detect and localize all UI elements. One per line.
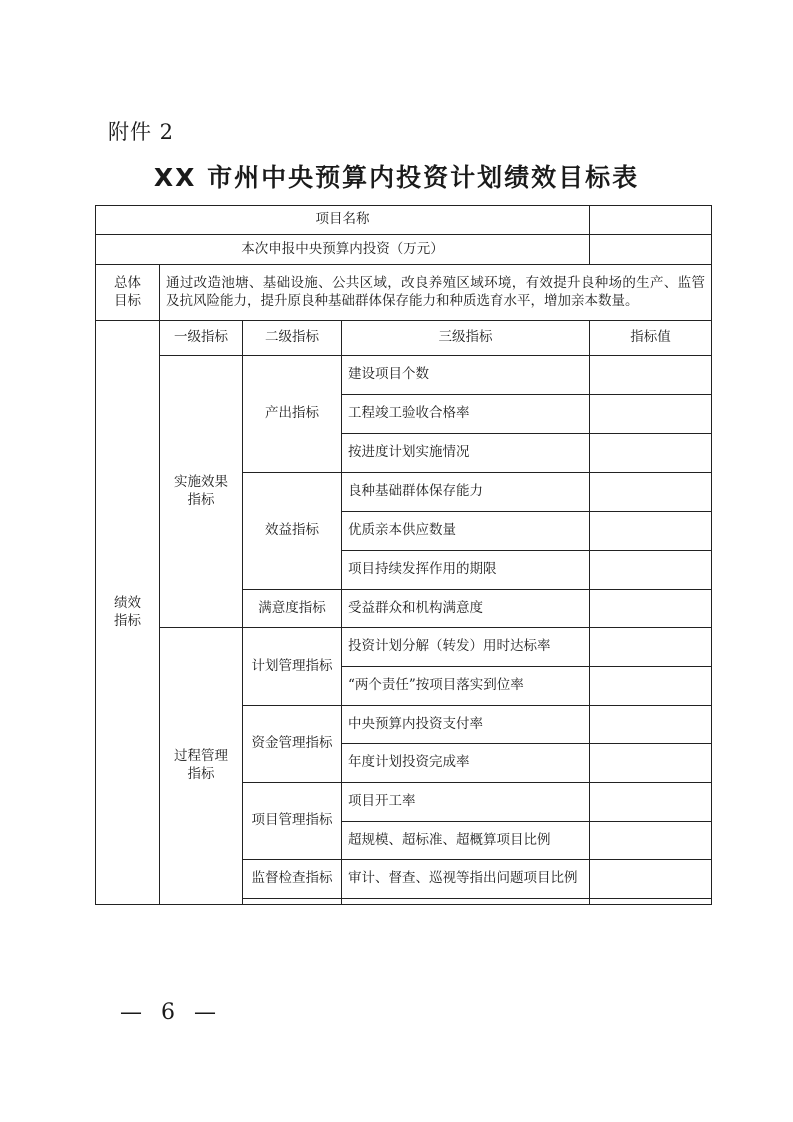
table-row (96, 235, 712, 265)
indicator-value-cell[interactable] (590, 783, 712, 822)
project-name-value[interactable] (590, 206, 712, 235)
satisfaction-indicator-label: 满意度指标 (243, 590, 342, 628)
attachment-label: 附件 2 (108, 120, 175, 144)
effect-indicator-label (160, 356, 243, 628)
project-mgmt-indicator-label: 项目管理指标 (243, 783, 342, 860)
indicator-benefit-1: 良种基础群体保存能力 (342, 473, 590, 512)
indicator-value-cell[interactable] (590, 590, 712, 628)
header-level2: 二级指标 (243, 321, 342, 356)
table-row (96, 628, 712, 667)
indicator-value-cell[interactable] (590, 356, 712, 395)
indicator-output-3: 按进度计划实施情况 (342, 434, 590, 473)
performance-target-table (95, 205, 712, 905)
investment-label: 本次申报中央预算内投资（万元） (96, 235, 590, 265)
plan-indicator-label: 计划管理指标 (243, 628, 342, 706)
process-indicator-label (160, 628, 243, 905)
indicator-value-cell[interactable] (590, 706, 712, 744)
overall-goal-label-line2: 目标 (114, 292, 141, 309)
header-level3: 三级指标 (342, 321, 590, 356)
indicator-value-cell[interactable] (590, 667, 712, 706)
investment-value[interactable] (590, 235, 712, 265)
indicator-satisfaction-1: 受益群众和机构满意度 (342, 590, 590, 628)
fund-indicator-label: 资金管理指标 (243, 706, 342, 783)
indicator-fund-2: 年度计划投资完成率 (342, 744, 590, 783)
perf-indicator-label-line2: 指标 (114, 612, 141, 629)
indicator-fund-1: 中央预算内投资支付率 (342, 706, 590, 744)
process-indicator-label-line2: 指标 (187, 766, 215, 782)
table-row (96, 265, 712, 321)
page-number: — 6 — (120, 1000, 222, 1025)
indicator-value-cell[interactable] (590, 860, 712, 899)
indicator-value-cell[interactable] (590, 822, 712, 860)
benefit-indicator-label: 效益指标 (243, 473, 342, 590)
indicator-value-cell[interactable] (590, 744, 712, 783)
indicator-value-cell[interactable] (590, 551, 712, 590)
audit-indicator-label: 监督检查指标 (243, 860, 342, 899)
indicator-audit-1: 审计、督查、巡视等指出问题项目比例 (342, 860, 590, 899)
overall-goal-label (96, 265, 160, 321)
table-header-row (96, 321, 712, 356)
indicator-project-mgmt-1: 项目开工率 (342, 783, 590, 822)
indicator-plan-2: “两个责任”按项目落实到位率 (342, 667, 590, 706)
header-level1: 一级指标 (160, 321, 243, 356)
overall-goal-text: 通过改造池塘、基础设施、公共区域，改良养殖区域环境，有效提升良种场的生产、监管及抗风险能力，提升原良种基础群体保存能力和种质选育水平，增加亲本数量。 (160, 265, 712, 321)
page-title: XX 市州中央预算内投资计划绩效目标表 (153, 163, 640, 192)
indicator-project-mgmt-2: 超规模、超标准、超概算项目比例 (342, 822, 590, 860)
indicator-value-cell[interactable] (590, 628, 712, 667)
indicator-plan-1: 投资计划分解（转发）用时达标率 (342, 628, 590, 667)
project-name-label: 项目名称 (96, 206, 590, 235)
effect-indicator-label-line1: 实施效果 (174, 473, 228, 490)
overall-goal-label-line1: 总体 (114, 274, 141, 291)
indicator-value-cell[interactable] (590, 473, 712, 512)
perf-indicator-label (96, 321, 160, 905)
indicator-benefit-2: 优质亲本供应数量 (342, 512, 590, 551)
indicator-value-cell[interactable] (590, 395, 712, 434)
indicator-benefit-3: 项目持续发挥作用的期限 (342, 551, 590, 590)
indicator-output-2: 工程竣工验收合格率 (342, 395, 590, 434)
indicator-output-1: 建设项目个数 (342, 356, 590, 395)
table-row (96, 206, 712, 235)
indicator-value-cell[interactable] (590, 434, 712, 473)
effect-indicator-label-line2: 指标 (187, 491, 215, 508)
process-indicator-label-line1: 过程管理 (174, 748, 228, 765)
table-row (96, 356, 712, 395)
header-value: 指标值 (590, 321, 712, 356)
output-indicator-label: 产出指标 (243, 356, 342, 473)
perf-indicator-label-line1: 绩效 (114, 594, 141, 611)
indicator-value-cell[interactable] (590, 512, 712, 551)
